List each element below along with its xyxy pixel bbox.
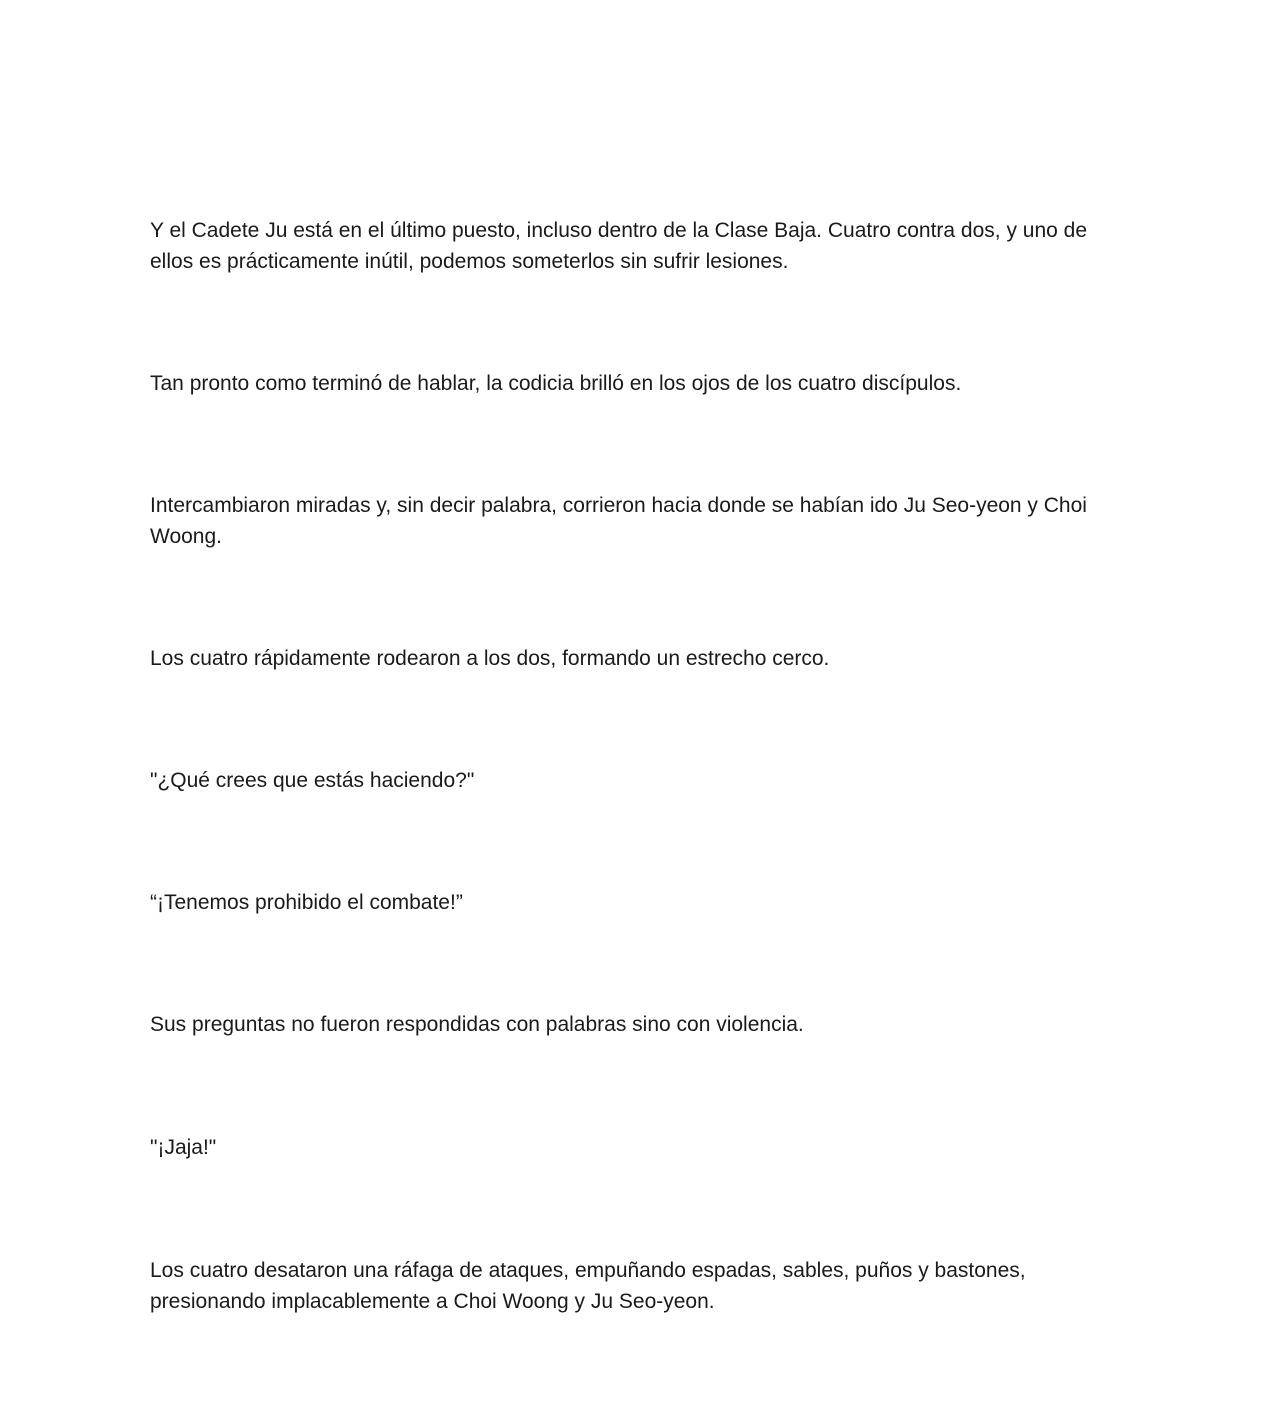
paragraph-9: Los cuatro desataron una ráfaga de ataques, empuñando espadas, sables, puños y bastones, presionando implacablemente a Choi Woong y Ju Seo-yeon.	[150, 1259, 1026, 1313]
paragraph-1: Y el Cadete Ju está en el último puesto, incluso dentro de la Clase Baja. Cuatro contra dos, y uno de ellos es prácticamente inútil, podemos someterlos sin sufrir lesiones.	[150, 219, 1088, 273]
paragraph-2: Tan pronto como terminó de hablar, la codicia brilló en los ojos de los cuatro discípulos.	[150, 372, 962, 395]
paragraph-4: Los cuatro rápidamente rodearon a los dos, formando un estrecho cerco.	[150, 647, 830, 670]
paragraph-7: Sus preguntas no fueron respondidas con palabras sino con violencia.	[150, 1013, 804, 1036]
paragraph-3: Intercambiaron miradas y, sin decir palabra, corrieron hacia donde se habían ido Ju Seo-yeon y Choi Woong.	[150, 494, 1087, 548]
paragraph-6: “¡Tenemos prohibido el combate!”	[150, 891, 463, 914]
paragraph-5: "¿Qué crees que estás haciendo?"	[150, 769, 475, 792]
paragraph-8: "¡Jaja!"	[150, 1136, 217, 1159]
